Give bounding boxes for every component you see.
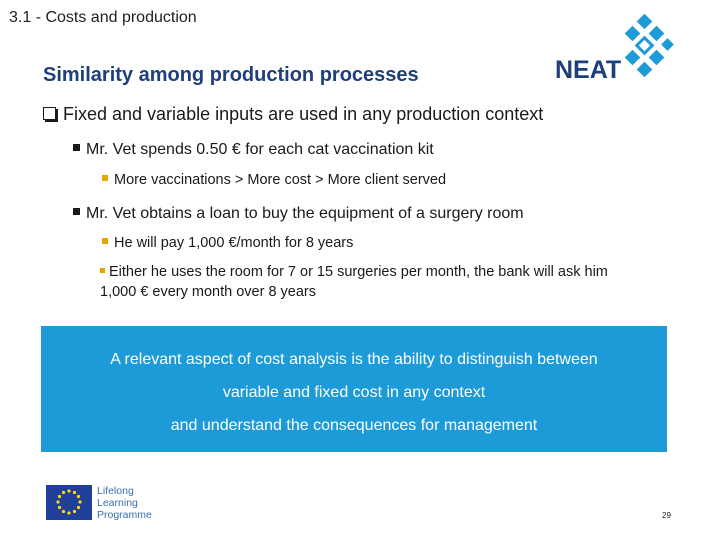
page-number: 29: [662, 511, 671, 520]
callout-line-3: and understand the consequences for management: [170, 417, 538, 434]
sub-sub-bullet-3-line2: 1,000 € every month over 8 years: [100, 284, 317, 300]
logo-diamond-pattern-icon: [625, 14, 674, 77]
program-line-2: Learning: [97, 497, 138, 509]
program-line-3: Programme: [97, 509, 152, 521]
square-bullet-icon: [102, 238, 108, 244]
logo-text: NEAT: [555, 56, 622, 80]
callout-box: [41, 326, 667, 452]
sub-sub-bullet-2-text: He will pay 1,000 €/month for 8 years: [114, 235, 354, 251]
slide-title: Similarity among production processes: [43, 64, 419, 86]
sub-bullet-1: [73, 141, 434, 159]
sub-bullet-1-text: Mr. Vet spends 0.50 € for each cat vaccination kit: [86, 141, 434, 158]
square-bullet-icon: [73, 208, 80, 215]
sub-sub-bullet-1-text: More vaccinations > More cost > More client served: [114, 172, 447, 188]
sub-sub-bullet-1: [102, 172, 446, 188]
sub-sub-bullet-2: [102, 235, 353, 251]
callout-line-1: A relevant aspect of cost analysis is the ability to distinguish between: [110, 351, 598, 368]
checkbox-bullet-icon: [43, 107, 56, 120]
square-bullet-icon: [100, 268, 105, 273]
sub-bullet-2: [73, 205, 524, 223]
sub-sub-bullet-3-line1: Either he uses the room for 7 or 15 surgeries per month, the bank will ask him: [109, 264, 608, 280]
neat-logo: [555, 14, 675, 80]
section-label: 3.1 - Costs and production: [9, 9, 197, 26]
bullet-point-1-text: Fixed and variable inputs are used in any production context: [63, 104, 544, 124]
program-line-1: Lifelong: [97, 485, 134, 497]
sub-bullet-2-text: Mr. Vet obtains a loan to buy the equipment of a surgery room: [86, 205, 524, 222]
sub-sub-bullet-3: [100, 262, 608, 302]
bullet-point-1: [43, 104, 543, 125]
callout-line-2: variable and fixed cost in any context: [222, 384, 486, 401]
square-bullet-icon: [102, 175, 108, 181]
lifelong-learning-logo: [46, 484, 164, 524]
square-bullet-icon: [73, 144, 80, 151]
